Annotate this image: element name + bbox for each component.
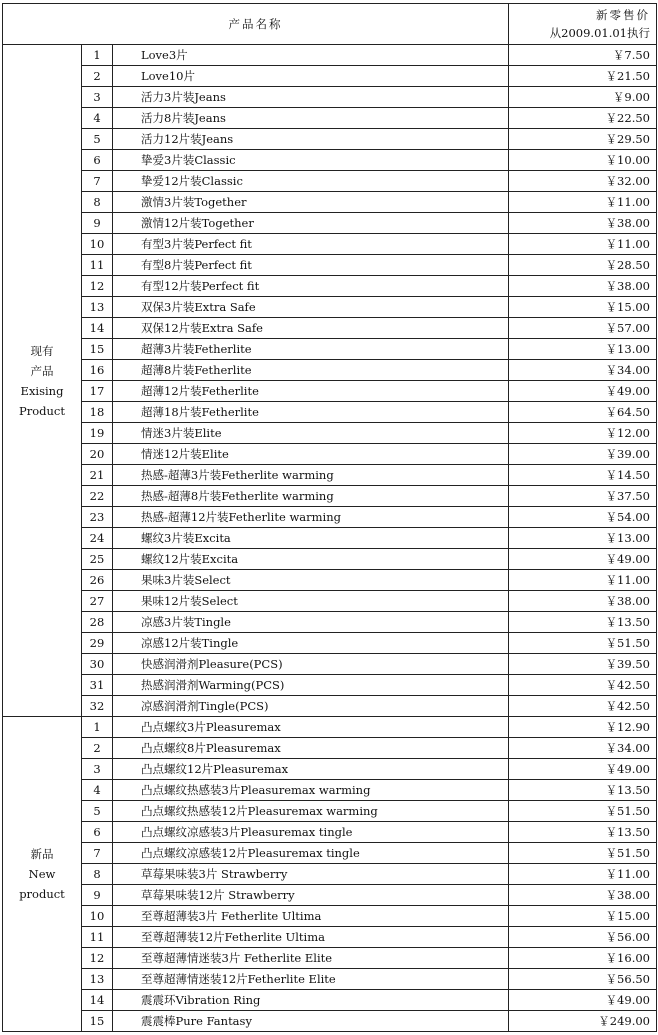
row-number: 2: [82, 738, 113, 759]
product-name: 活力8片装Jeans: [113, 108, 509, 129]
retail-price: ￥13.00: [509, 528, 657, 549]
product-name: 螺纹12片装Excita: [113, 549, 509, 570]
row-number: 32: [82, 696, 113, 717]
row-number: 8: [82, 864, 113, 885]
retail-price: ￥54.00: [509, 507, 657, 528]
row-number: 14: [82, 318, 113, 339]
table-row: [3, 192, 657, 213]
row-number: 18: [82, 402, 113, 423]
existing-category-label-line: 产品: [30, 363, 54, 378]
new-category-label-line: New: [28, 867, 56, 881]
product-name: 凸点螺纹凉感装3片Pleasuremax tingle: [113, 822, 509, 843]
row-number: 3: [82, 759, 113, 780]
table-row: [3, 759, 657, 780]
retail-price: ￥64.50: [509, 402, 657, 423]
table-row: [3, 129, 657, 150]
row-number: 1: [82, 45, 113, 66]
table-row: [3, 822, 657, 843]
row-number: 7: [82, 171, 113, 192]
product-name: 情迷3片装Elite: [113, 423, 509, 444]
retail-price: ￥34.00: [509, 738, 657, 759]
retail-price: ￥22.50: [509, 108, 657, 129]
product-name: 凉感12片装Tingle: [113, 633, 509, 654]
row-number: 28: [82, 612, 113, 633]
table-row: [3, 87, 657, 108]
retail-price: ￥38.00: [509, 591, 657, 612]
table-row: [3, 948, 657, 969]
product-name: 凉感3片装Tingle: [113, 612, 509, 633]
retail-price: ￥56.00: [509, 927, 657, 948]
product-name: 热感润滑剂Warming(PCS): [113, 675, 509, 696]
retail-price: ￥14.50: [509, 465, 657, 486]
retail-price: ￥7.50: [509, 45, 657, 66]
table-row: [3, 864, 657, 885]
row-number: 5: [82, 129, 113, 150]
retail-price: ￥15.00: [509, 906, 657, 927]
retail-price: ￥21.50: [509, 66, 657, 87]
retail-price: ￥12.90: [509, 717, 657, 738]
product-name: 至尊超薄情迷装3片 Fetherlite Elite: [113, 948, 509, 969]
retail-price: ￥15.00: [509, 297, 657, 318]
table-row: [3, 549, 657, 570]
retail-price: ￥39.50: [509, 654, 657, 675]
product-name: 至尊超薄情迷装12片Fetherlite Elite: [113, 969, 509, 990]
row-number: 7: [82, 843, 113, 864]
retail-price: ￥10.00: [509, 150, 657, 171]
retail-price: ￥51.50: [509, 801, 657, 822]
existing-category-label-line: Product: [19, 403, 65, 418]
table-row: [3, 423, 657, 444]
product-name: 双保3片装Extra Safe: [113, 297, 509, 318]
table-row: [3, 738, 657, 759]
retail-price: ￥11.00: [509, 570, 657, 591]
row-number: 26: [82, 570, 113, 591]
product-name: 凸点螺纹8片Pleasuremax: [113, 738, 509, 759]
price-header-line1: 新零售价: [596, 8, 650, 22]
retail-price: ￥56.50: [509, 969, 657, 990]
row-number: 10: [82, 234, 113, 255]
retail-price: ￥57.00: [509, 318, 657, 339]
product-name: 快感润滑剂Pleasure(PCS): [113, 654, 509, 675]
row-number: 1: [82, 717, 113, 738]
product-name: 草莓果味装12片 Strawberry: [113, 885, 509, 906]
product-name: 至尊超薄装12片Fetherlite Ultima: [113, 927, 509, 948]
row-number: 12: [82, 948, 113, 969]
row-number: 2: [82, 66, 113, 87]
row-number: 11: [82, 255, 113, 276]
table-row: [3, 360, 657, 381]
row-number: 25: [82, 549, 113, 570]
table-row: [3, 696, 657, 717]
new-category-label-line: product: [19, 887, 65, 901]
table-row: [3, 717, 657, 738]
row-number: 5: [82, 801, 113, 822]
new-category-label: [3, 717, 82, 1032]
retail-price: ￥11.00: [509, 234, 657, 255]
retail-price: ￥49.00: [509, 990, 657, 1011]
row-number: 8: [82, 192, 113, 213]
retail-price: ￥49.00: [509, 759, 657, 780]
table-row: [3, 297, 657, 318]
product-name: 凸点螺纹热感装12片Pleasuremax warming: [113, 801, 509, 822]
row-number: 22: [82, 486, 113, 507]
retail-price: ￥13.50: [509, 612, 657, 633]
product-name: 螺纹3片装Excita: [113, 528, 509, 549]
row-number: 14: [82, 990, 113, 1011]
table-row: [3, 591, 657, 612]
product-name: 挚爱12片装Classic: [113, 171, 509, 192]
row-number: 9: [82, 885, 113, 906]
product-name: 凸点螺纹3片Pleasuremax: [113, 717, 509, 738]
product-name: 挚爱3片装Classic: [113, 150, 509, 171]
product-name: Love10片: [113, 66, 509, 87]
product-name: 热感-超薄3片装Fetherlite warming: [113, 465, 509, 486]
row-number: 13: [82, 297, 113, 318]
table-row: [3, 969, 657, 990]
table-row: [3, 276, 657, 297]
product-name: 凸点螺纹热感装3片Pleasuremax warming: [113, 780, 509, 801]
product-name: 有型12片装Perfect fit: [113, 276, 509, 297]
retail-price: ￥32.00: [509, 171, 657, 192]
product-name: 果味3片装Select: [113, 570, 509, 591]
table-row: [3, 381, 657, 402]
existing-category-label: [3, 45, 82, 717]
row-number: 29: [82, 633, 113, 654]
row-number: 27: [82, 591, 113, 612]
retail-price: ￥13.50: [509, 822, 657, 843]
new-products-group: [3, 717, 657, 1032]
retail-price: ￥9.00: [509, 87, 657, 108]
table-row: [3, 150, 657, 171]
product-name: 超薄18片装Fetherlite: [113, 402, 509, 423]
table-row: [3, 990, 657, 1011]
table-row: [3, 570, 657, 591]
table-row: [3, 528, 657, 549]
table-row: [3, 654, 657, 675]
table-row: [3, 801, 657, 822]
row-number: 15: [82, 339, 113, 360]
product-name: 热感-超薄8片装Fetherlite warming: [113, 486, 509, 507]
product-name: 激情12片装Together: [113, 213, 509, 234]
row-number: 21: [82, 465, 113, 486]
row-number: 6: [82, 822, 113, 843]
row-number: 4: [82, 108, 113, 129]
retail-price: ￥34.00: [509, 360, 657, 381]
retail-price: ￥38.00: [509, 885, 657, 906]
product-name: Love3片: [113, 45, 509, 66]
table-row: [3, 780, 657, 801]
row-number: 31: [82, 675, 113, 696]
table-row: [3, 255, 657, 276]
existing-products-group: [3, 45, 657, 717]
product-name: 凸点螺纹凉感装12片Pleasuremax tingle: [113, 843, 509, 864]
table-row: [3, 339, 657, 360]
table-row: [3, 234, 657, 255]
table-row: [3, 108, 657, 129]
retail-price: ￥249.00: [509, 1011, 657, 1032]
row-number: 6: [82, 150, 113, 171]
table-row: [3, 507, 657, 528]
new-category-label-line: 新品: [30, 847, 54, 861]
existing-category-label-line: 现有: [30, 343, 54, 358]
table-row: [3, 906, 657, 927]
retail-price: ￥11.00: [509, 864, 657, 885]
table-row: [3, 843, 657, 864]
table-row: [3, 633, 657, 654]
table-row: [3, 1011, 657, 1032]
retail-price: ￥49.00: [509, 381, 657, 402]
retail-price: ￥42.50: [509, 696, 657, 717]
retail-price: ￥11.00: [509, 192, 657, 213]
row-number: 20: [82, 444, 113, 465]
table-row: [3, 402, 657, 423]
table-row: [3, 486, 657, 507]
row-number: 15: [82, 1011, 113, 1032]
product-name: 激情3片装Together: [113, 192, 509, 213]
table-row: [3, 885, 657, 906]
table-row: [3, 171, 657, 192]
retail-price: ￥38.00: [509, 276, 657, 297]
retail-price: ￥38.00: [509, 213, 657, 234]
retail-price: ￥13.50: [509, 780, 657, 801]
row-number: 19: [82, 423, 113, 444]
retail-price: ￥37.50: [509, 486, 657, 507]
price-header-line2: 从2009.01.01执行: [549, 26, 650, 40]
retail-price: ￥13.00: [509, 339, 657, 360]
retail-price: ￥51.50: [509, 633, 657, 654]
product-name: 超薄8片装Fetherlite: [113, 360, 509, 381]
table-row: [3, 612, 657, 633]
table-row: [3, 465, 657, 486]
retail-price: ￥28.50: [509, 255, 657, 276]
row-number: 12: [82, 276, 113, 297]
row-number: 11: [82, 927, 113, 948]
row-number: 4: [82, 780, 113, 801]
table-row: [3, 213, 657, 234]
existing-category-label-line: Exising: [20, 383, 64, 398]
retail-price: ￥51.50: [509, 843, 657, 864]
table-row: [3, 927, 657, 948]
product-name: 草莓果味装3片 Strawberry: [113, 864, 509, 885]
product-name-header: 产品名称: [3, 4, 509, 45]
retail-price: ￥16.00: [509, 948, 657, 969]
table-row: [3, 45, 657, 66]
row-number: 13: [82, 969, 113, 990]
price-table: [2, 3, 657, 1032]
retail-price: ￥12.00: [509, 423, 657, 444]
product-name: 凉感润滑剂Tingle(PCS): [113, 696, 509, 717]
product-name: 情迷12片装Elite: [113, 444, 509, 465]
table-row: [3, 66, 657, 87]
retail-price: ￥39.00: [509, 444, 657, 465]
product-name: 有型3片装Perfect fit: [113, 234, 509, 255]
product-name: 凸点螺纹12片Pleasuremax: [113, 759, 509, 780]
table-row: [3, 444, 657, 465]
retail-price: ￥49.00: [509, 549, 657, 570]
row-number: 10: [82, 906, 113, 927]
price-header: [509, 4, 657, 45]
retail-price: ￥42.50: [509, 675, 657, 696]
row-number: 17: [82, 381, 113, 402]
row-number: 30: [82, 654, 113, 675]
table-row: [3, 675, 657, 696]
row-number: 9: [82, 213, 113, 234]
product-name: 超薄12片装Fetherlite: [113, 381, 509, 402]
product-name: 果味12片装Select: [113, 591, 509, 612]
product-name: 热感-超薄12片装Fetherlite warming: [113, 507, 509, 528]
product-name: 超薄3片装Fetherlite: [113, 339, 509, 360]
retail-price: ￥29.50: [509, 129, 657, 150]
product-name: 震震棒Pure Fantasy: [113, 1011, 509, 1032]
row-number: 23: [82, 507, 113, 528]
header-row: [3, 4, 657, 45]
product-name: 双保12片装Extra Safe: [113, 318, 509, 339]
table-row: [3, 318, 657, 339]
product-name: 至尊超薄装3片 Fetherlite Ultima: [113, 906, 509, 927]
product-name: 有型8片装Perfect fit: [113, 255, 509, 276]
product-name: 活力12片装Jeans: [113, 129, 509, 150]
product-name: 活力3片装Jeans: [113, 87, 509, 108]
row-number: 16: [82, 360, 113, 381]
product-name: 震震环Vibration Ring: [113, 990, 509, 1011]
row-number: 24: [82, 528, 113, 549]
row-number: 3: [82, 87, 113, 108]
